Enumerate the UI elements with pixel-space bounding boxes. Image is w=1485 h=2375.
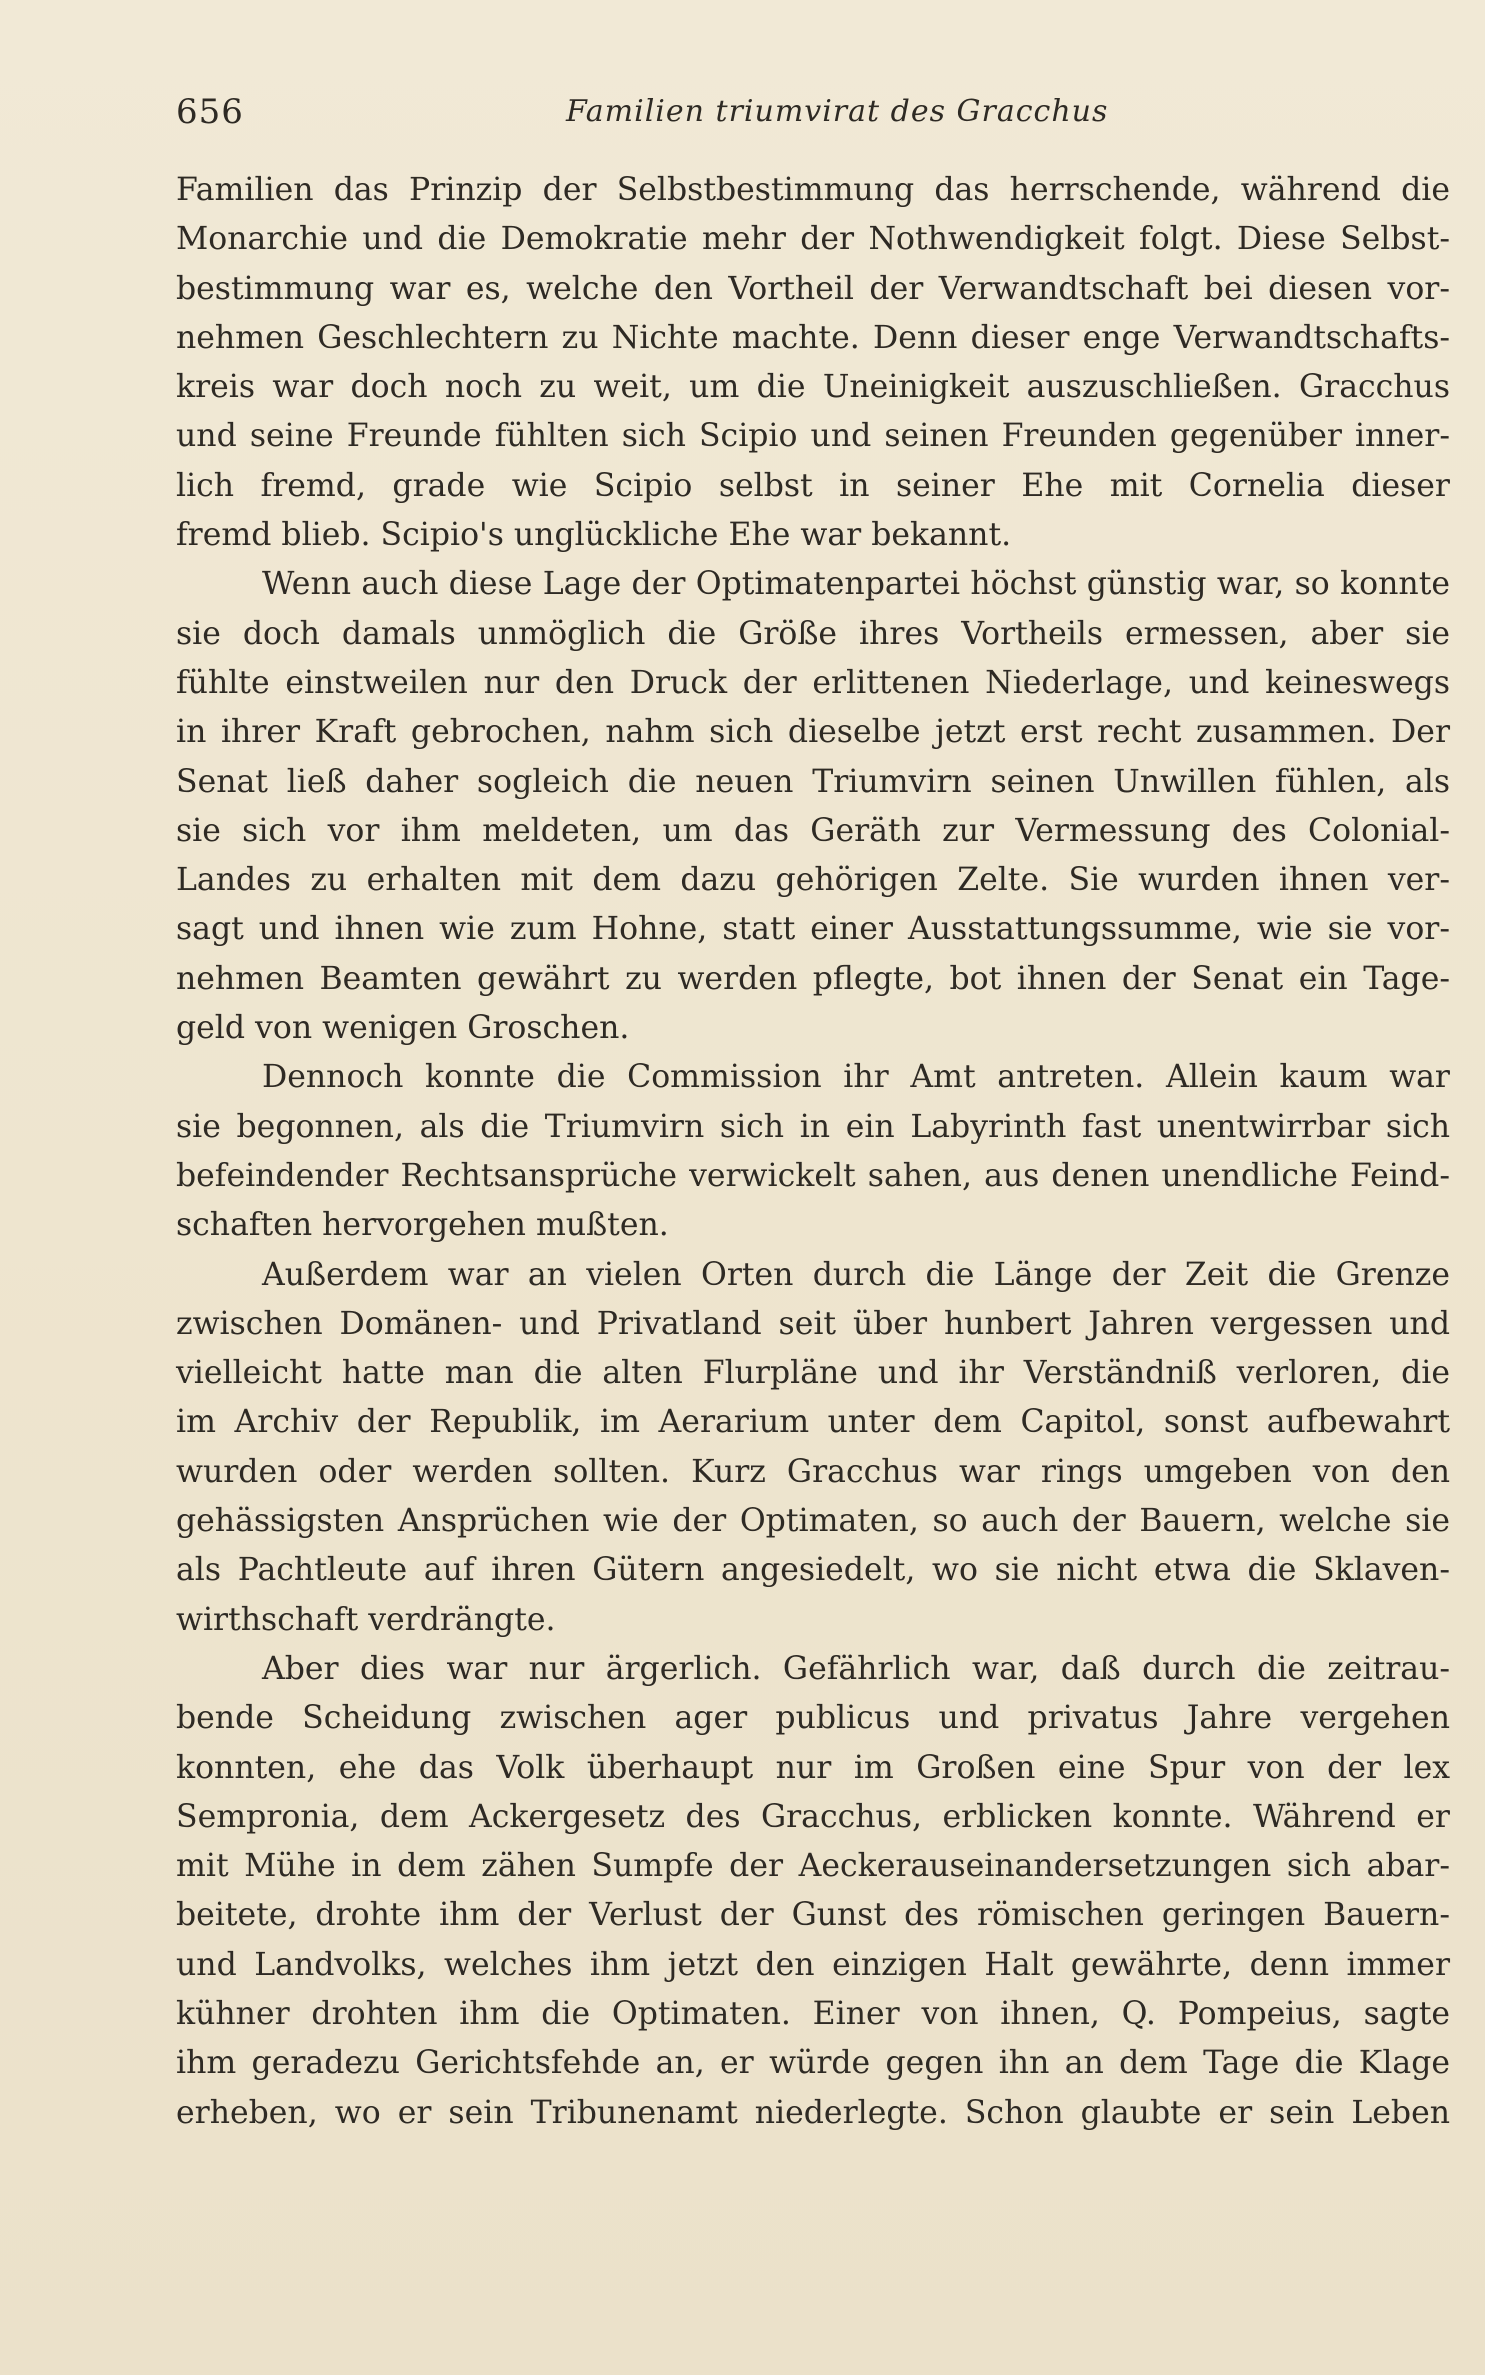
text-line: Dennoch konnte die Commission ihr Amt antreten. Allein kaum war [262, 1059, 1450, 1096]
text-line: schaften hervorgehen mußten. [176, 1207, 669, 1244]
text-line: fühlte einstweilen nur den Druck der erlittenen Niederlage, und keineswegs [176, 664, 1450, 701]
text-line: als Pachtleute auf ihren Gütern angesiedelt, wo sie nicht etwa die Sklaven- [176, 1552, 1450, 1589]
text-line: beitete, drohte ihm der Verlust der Gunst des römischen geringen Bauern- [176, 1897, 1450, 1934]
text-line: sie begonnen, als die Triumvirn sich in ein Labyrinth fast unentwirrbar sich [176, 1108, 1450, 1145]
text-line: Senat ließ daher sogleich die neuen Triumvirn seinen Unwillen fühlen, als [176, 763, 1450, 800]
text-line: vielleicht hatte man die alten Flurpläne und ihr Verständniß verloren, die [176, 1355, 1450, 1392]
text-line: Landes zu erhalten mit dem dazu gehörigen Zelte. Sie wurden ihnen ver- [176, 862, 1450, 899]
text-line: Familien das Prinzip der Selbstbestimmung das herrschende, während die [176, 172, 1450, 208]
text-line: bende Scheidung zwischen ager publicus und privatus Jahre vergehen [176, 1700, 1450, 1737]
text-line: Aber dies war nur ärgerlich. Gefährlich war, daß durch die zeitrau- [262, 1650, 1450, 1687]
text-line: Wenn auch diese Lage der Optimatenpartei höchst günstig war, so konnte [262, 566, 1450, 603]
text-line: zwischen Domänen- und Privatland seit über hunbert Jahren vergessen und [176, 1305, 1450, 1342]
text-line: und Landvolks, welches ihm jetzt den einzigen Halt gewährte, denn immer [176, 1946, 1450, 1983]
text-line: nehmen Geschlechtern zu Nichte machte. Denn dieser enge Verwandtschafts- [176, 319, 1450, 356]
text-line: konnten, ehe das Volk überhaupt nur im Großen eine Spur von der lex [176, 1749, 1450, 1786]
text-line: kühner drohten ihm die Optimaten. Einer von ihnen, Q. Pompeius, sagte [176, 1995, 1450, 2032]
text-line: und seine Freunde fühlten sich Scipio und seinen Freunden gegenüber inner- [176, 418, 1450, 455]
text-line: wurden oder werden sollten. Kurz Gracchus war rings umgeben von den [176, 1453, 1450, 1490]
text-line: sie sich vor ihm meldeten, um das Geräth zur Vermessung des Colonial- [176, 812, 1450, 849]
running-title: Familien triumvirat des Gracchus [566, 94, 1109, 129]
running-head [176, 90, 1450, 134]
text-line: wirthschaft verdrängte. [176, 1601, 556, 1638]
text-line: in ihrer Kraft gebrochen, nahm sich dieselbe jetzt erst recht zusammen. Der [176, 714, 1450, 751]
text-line: geld von wenigen Groschen. [176, 1010, 630, 1047]
text-line: mit Mühe in dem zähen Sumpfe der Aeckerauseinandersetzungen sich abar- [176, 1848, 1450, 1885]
body-text [176, 166, 1450, 2138]
text-line: Außerdem war an vielen Orten durch die Länge der Zeit die Grenze [262, 1256, 1450, 1293]
text-line: lich fremd, grade wie Scipio selbst in seiner Ehe mit Cornelia dieser [176, 467, 1450, 504]
text-line: Sempronia, dem Ackergesetz des Gracchus, erblicken konnte. Während er [176, 1798, 1450, 1835]
text-line: kreis war doch noch zu weit, um die Uneinigkeit auszuschließen. Gracchus [176, 369, 1450, 406]
text-line: im Archiv der Republik, im Aerarium unter dem Capitol, sonst aufbewahrt [176, 1404, 1450, 1441]
text-line: sie doch damals unmöglich die Größe ihres Vortheils ermessen, aber sie [176, 615, 1450, 652]
text-line: Monarchie und die Demokratie mehr der Nothwendigkeit folgt. Diese Selbst- [176, 221, 1450, 258]
text-line: befeindender Rechtsansprüche verwickelt sahen, aus denen unendliche Feind- [176, 1157, 1450, 1194]
page-number: 656 [176, 92, 244, 132]
text-line: nehmen Beamten gewährt zu werden pflegte, bot ihnen der Senat ein Tage- [176, 960, 1450, 997]
text-line: sagt und ihnen wie zum Hohne, statt einer Ausstattungssumme, wie sie vor- [176, 911, 1450, 948]
text-line: ihm geradezu Gerichtsfehde an, er würde gegen ihn an dem Tage die Klage [176, 2045, 1450, 2082]
text-line: bestimmung war es, welche den Vortheil der Verwandtschaft bei diesen vor- [176, 270, 1450, 307]
text-line: erheben, wo er sein Tribunenamt niederlegte. Schon glaubte er sein Leben [176, 2094, 1450, 2131]
text-line: fremd blieb. Scipio's unglückliche Ehe war bekannt. [176, 517, 1012, 554]
text-line: gehässigsten Ansprüchen wie der Optimaten, so auch der Bauern, welche sie [176, 1503, 1450, 1540]
